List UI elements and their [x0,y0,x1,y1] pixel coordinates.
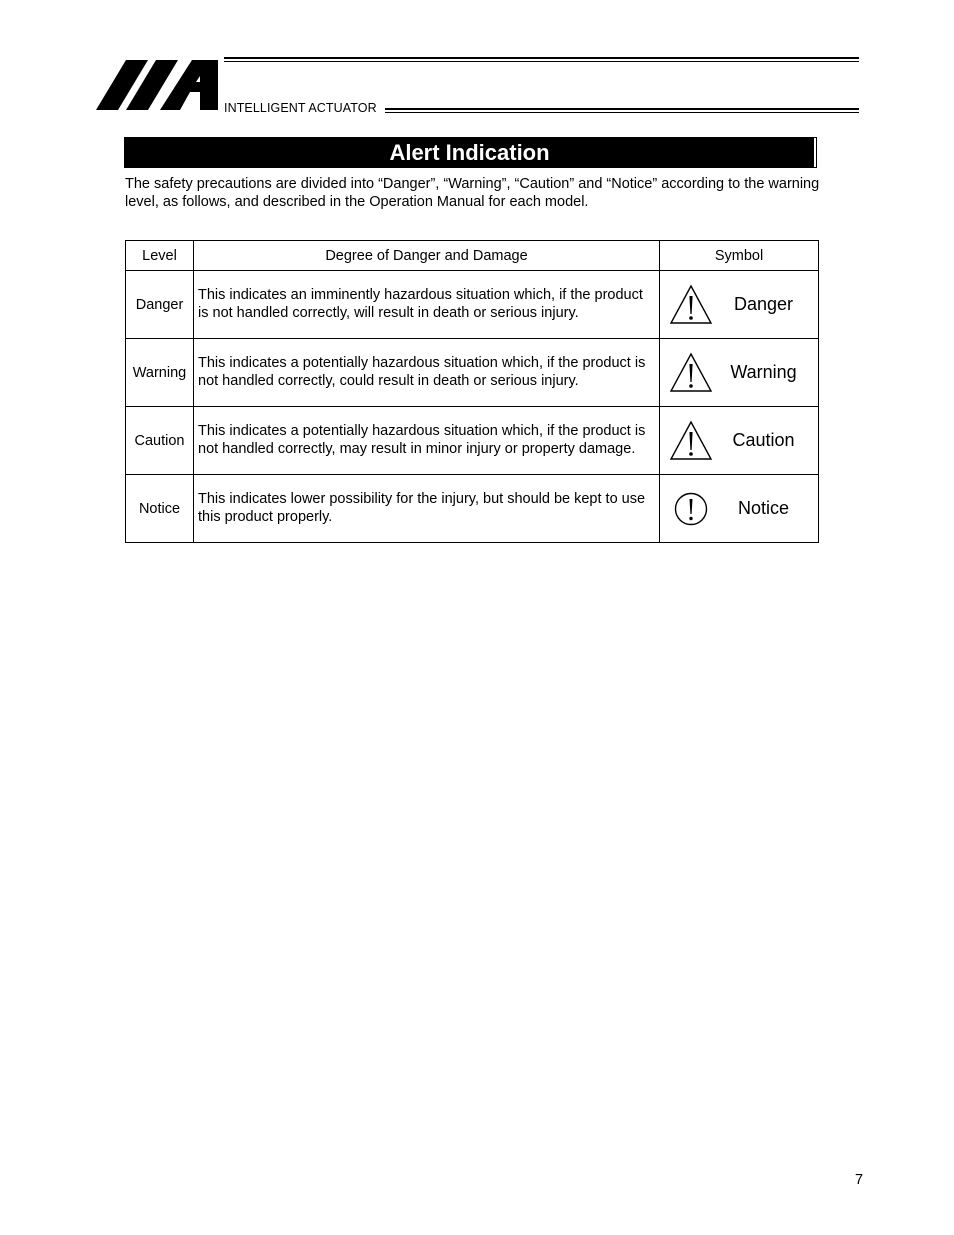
warning-triangle-icon [669,419,713,463]
row-description: This indicates a potentially hazardous situation which, if the product is not handled correctly, may result in minor injury or property damage. [194,407,660,475]
header-rule-top [224,57,859,59]
intro-paragraph: The safety precautions are divided into “Danger”, “Warning”, “Caution” and “Notice” according to the warning level, as follows, and described in the Operation Manual for each model. [125,176,820,210]
table-row [126,271,819,339]
table-row [126,407,819,475]
row-level: Danger [126,271,194,339]
table-row [126,339,819,407]
row-symbol [660,407,819,475]
page-number: 7 [855,1172,864,1188]
warning-triangle-icon [669,283,713,327]
header-symbol: Symbol [660,241,819,271]
table-row [126,475,819,543]
header-rule-bottom [385,108,859,110]
row-symbol [660,271,819,339]
row-symbol [660,475,819,543]
row-level: Notice [126,475,194,543]
header-level: Level [126,241,194,271]
symbol-label: Danger [733,294,794,314]
row-level: Caution [126,407,194,475]
header-rule-bottom-thin [385,112,859,113]
warning-triangle-icon [669,351,713,395]
row-symbol [660,339,819,407]
symbol-label: Caution [732,430,795,450]
row-description: This indicates lower possibility for the injury, but should be kept to use this product properly. [194,475,660,543]
page-title: Alert Indication [125,138,816,167]
iai-logo [96,58,222,112]
symbol-label: Warning [730,362,797,382]
table-header-row [126,241,819,271]
symbol-label: Notice [737,498,790,518]
header-rule-top-thin [224,61,859,62]
brand-name: INTELLIGENT ACTUATOR [224,101,377,115]
alert-table [125,240,819,543]
row-level: Warning [126,339,194,407]
row-description: This indicates an imminently hazardous situation which, if the product is not handled correctly, will result in death or serious injury. [194,271,660,339]
header-degree: Degree of Danger and Damage [194,241,660,271]
exclamation-circle-icon [669,487,713,531]
row-description: This indicates a potentially hazardous situation which, if the product is not handled correctly, could result in death or serious injury. [194,339,660,407]
